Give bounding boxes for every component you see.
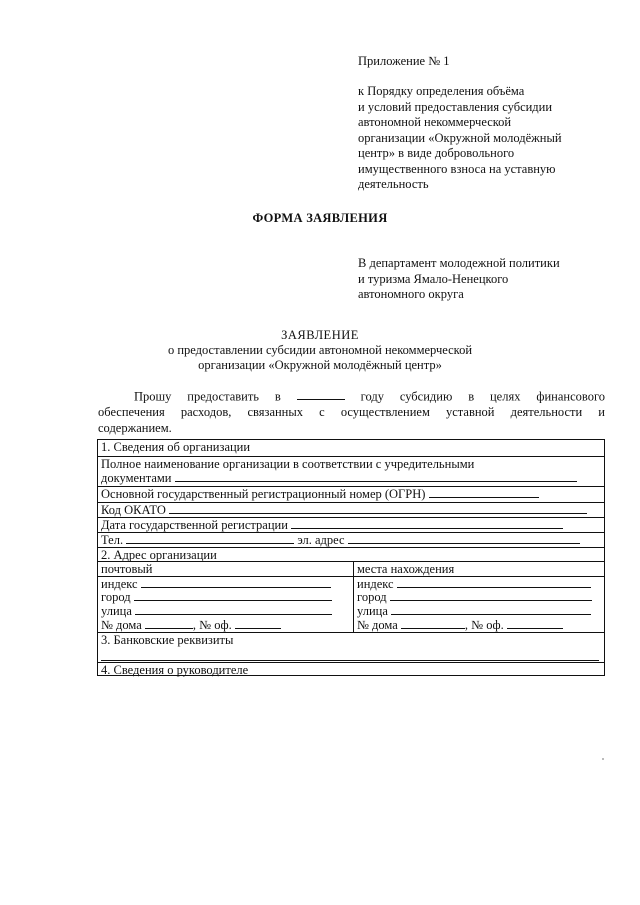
office-label: , № оф.: [192, 618, 232, 632]
section-3-title: 3. Банковские реквизиты: [101, 633, 234, 647]
index-label: индекс: [101, 577, 138, 591]
location-index-blank[interactable]: [397, 577, 591, 588]
location-house-row: [354, 618, 604, 632]
application-title-block: [0, 328, 640, 373]
scan-speck: [602, 758, 604, 760]
postal-city-row: [98, 590, 353, 604]
postal-city-blank[interactable]: [134, 590, 332, 601]
request-line: обеспечения расходов, связанных с осуществлением уставной деятельности и: [98, 405, 605, 420]
okato-field-line: [101, 503, 604, 517]
section-4-title: 4. Сведения о руководителе: [101, 663, 249, 677]
postal-header: [98, 562, 353, 576]
request-paragraph: [98, 388, 605, 436]
annex-description: [358, 84, 608, 193]
street-label: улица: [101, 604, 132, 618]
year-blank[interactable]: [297, 388, 345, 400]
reg-date-row: [98, 517, 604, 532]
location-office-blank[interactable]: [507, 618, 563, 629]
section-2-title: 2. Адрес организации: [101, 548, 217, 562]
annex-line: центр» в виде добровольного: [358, 146, 515, 160]
annex-line: и условий предоставления субсидии: [358, 99, 553, 114]
application-subtitle-line: организации «Окружной молодёжный центр»: [198, 358, 442, 372]
location-index-row: [354, 576, 604, 591]
location-city-blank[interactable]: [390, 590, 592, 601]
location-address-column: [353, 562, 604, 633]
okato-row: [98, 502, 604, 517]
house-label: № дома: [357, 618, 398, 632]
full-name-blank[interactable]: [175, 471, 577, 482]
postal-index-row: [98, 576, 353, 591]
ogrn-label: Основной государственный регистрационный номер (ОГРН): [101, 487, 426, 501]
full-name-label-cont: документами: [101, 471, 172, 485]
bank-details-blank[interactable]: [101, 650, 599, 661]
postal-street-row: [98, 604, 353, 618]
location-house-blank[interactable]: [401, 618, 465, 629]
house-label: № дома: [101, 618, 142, 632]
contacts-row: [98, 532, 604, 547]
ogrn-blank[interactable]: [429, 487, 539, 498]
form-heading: ФОРМА ЗАЯВЛЕНИЯ: [252, 211, 388, 225]
reg-date-field-line: [101, 518, 604, 532]
reg-date-label: Дата государственной регистрации: [101, 518, 288, 532]
annex-line: организации «Окружной молодёжный: [358, 130, 562, 145]
postal-street-blank[interactable]: [135, 604, 332, 615]
postal-address-column: [98, 562, 353, 633]
addressee-line: автономного округа: [358, 287, 464, 301]
request-line: [98, 388, 605, 404]
street-label: улица: [357, 604, 388, 618]
application-title: ЗАЯВЛЕНИЕ: [281, 328, 359, 342]
reg-date-blank[interactable]: [291, 518, 563, 529]
ogrn-row: [98, 486, 604, 502]
application-subtitle-line: о предоставлении субсидии автономной некоммерческой: [167, 343, 473, 357]
request-text: году субсидию в целях финансового: [360, 389, 606, 404]
email-label: эл. адрес: [297, 533, 345, 547]
location-street-blank[interactable]: [391, 604, 591, 615]
request-text: Прошу предоставить в: [134, 389, 281, 404]
full-name-field-line: [101, 471, 604, 485]
location-header: [354, 562, 604, 576]
full-name-row: [98, 456, 604, 486]
annex-line: автономной некоммерческой: [358, 115, 512, 129]
location-label: места нахождения: [357, 562, 455, 576]
section-1-title: 1. Сведения об организации: [101, 440, 251, 454]
section-header: [98, 440, 604, 456]
postal-house-row: [98, 618, 353, 632]
full-name-label: Полное наименование организации в соответствии с учредительными: [101, 457, 475, 471]
postal-index-blank[interactable]: [141, 577, 331, 588]
city-label: город: [357, 590, 387, 604]
location-street-row: [354, 604, 604, 618]
section-header: [98, 662, 604, 677]
phone-blank[interactable]: [126, 533, 294, 544]
address-columns: [98, 561, 604, 633]
annex-line: деятельность: [358, 177, 429, 191]
annex-line: к Порядку определения объёма: [358, 84, 525, 98]
okato-blank[interactable]: [169, 503, 587, 514]
okato-label: Код ОКАТО: [101, 503, 166, 517]
annex-line: имущественного взноса на уставную: [358, 161, 556, 176]
email-blank[interactable]: [348, 533, 580, 544]
city-label: город: [101, 590, 131, 604]
request-line: содержанием.: [98, 421, 172, 436]
location-city-row: [354, 590, 604, 604]
addressee-line: и туризма Ямало-Ненецкого: [358, 271, 509, 286]
postal-office-blank[interactable]: [235, 618, 281, 629]
organization-info-table: [97, 439, 605, 676]
addressee-line: В департамент молодежной политики: [358, 256, 560, 270]
contacts-field-line: [101, 533, 604, 547]
office-label: , № оф.: [464, 618, 504, 632]
section-header: [98, 547, 604, 561]
addressee-block: [358, 256, 618, 303]
postal-label: почтовый: [101, 562, 153, 576]
index-label: индекс: [357, 577, 394, 591]
bank-details-row: [98, 632, 604, 662]
ogrn-field-line: [101, 487, 604, 501]
phone-label: Тел.: [101, 533, 124, 547]
postal-house-blank[interactable]: [145, 618, 193, 629]
annex-title: Приложение № 1: [358, 54, 450, 68]
